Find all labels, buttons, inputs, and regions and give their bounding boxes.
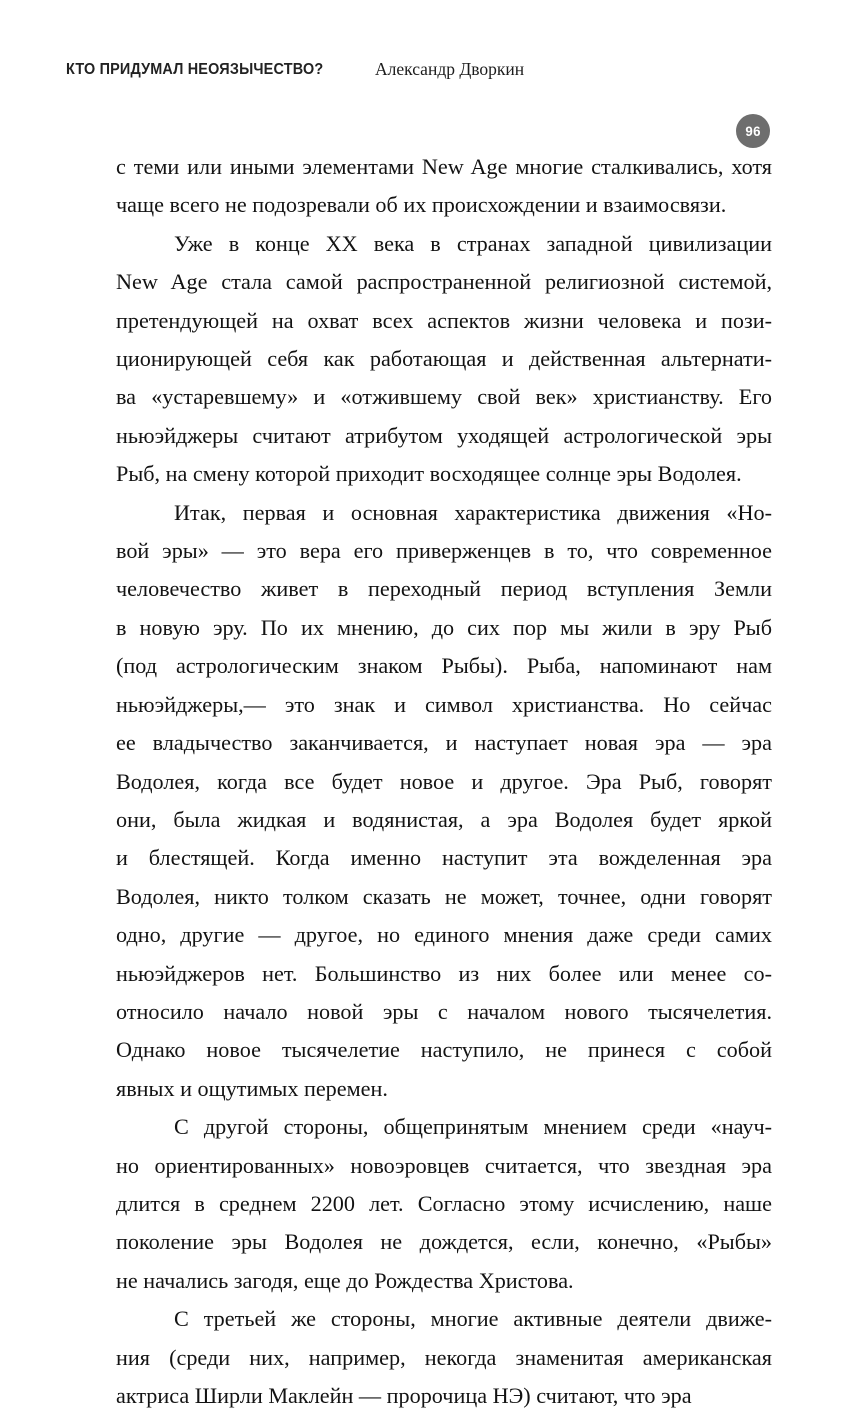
text-line: и блестящей. Когда именно наступит эта вожделенная эра: [116, 845, 772, 871]
text-line: ния (среди них, например, некогда знаменитая американская: [116, 1344, 772, 1370]
text-line: Однако новое тысячелетие наступило, не принеся с собой: [116, 1037, 772, 1063]
text-line: претендующей на охват всех аспектов жизни человека и пози-: [116, 307, 772, 333]
paragraph: [116, 1300, 772, 1415]
text-line: они, была жидкая и водянистая, а эра Водолея будет яркой: [116, 806, 772, 832]
text-line: длится в среднем 2200 лет. Согласно этому исчислению, наше: [116, 1190, 772, 1216]
text-line: актриса Ширли Маклейн — пророчица НЭ) считают, что эра: [116, 1383, 692, 1408]
text-line: вой эры» — это вера его приверженцев в то, что современное: [116, 538, 772, 564]
text-line: ньюэйджеров нет. Большинство из них более или менее со-: [116, 960, 772, 986]
text-line: New Age стала самой распространенной религиозной системой,: [116, 269, 772, 295]
text-line: ньюэйджеры считают атрибутом уходящей астрологической эры: [116, 422, 772, 448]
running-head: [0, 56, 856, 139]
text-line: ньюэйджеры,— это знак и символ христианства. Но сейчас: [116, 691, 772, 717]
text-line: одно, другие — другое, но единого мнения даже среди самих: [116, 922, 772, 948]
text-line: Водолея, никто толком сказать не может, точнее, одни говорят: [116, 883, 772, 909]
text-line: человечество живет в переходный период вступления Земли: [116, 576, 772, 602]
text-line: но ориентированных» новоэровцев считается, что звездная эра: [116, 1152, 772, 1178]
text-line: С другой стороны, общепринятым мнением среди «науч-: [174, 1114, 772, 1140]
text-line: ва «устаревшему» и «отжившему свой век» христианству. Его: [116, 384, 772, 410]
running-head-section-title: КТО ПРИДУМАЛ НЕОЯЗЫЧЕСТВО?: [66, 61, 324, 78]
running-head-author: Александр Дворкин: [375, 59, 525, 79]
page-number-badge: [736, 114, 770, 148]
text-line: поколение эры Водолея не дождется, если, конечно, «Рыбы»: [116, 1229, 772, 1255]
paragraph: [116, 225, 772, 494]
text-line: Уже в конце XX века в странах западной цивилизации: [174, 230, 772, 256]
text-line: в новую эру. По их мнению, до сих пор мы жили в эру Рыб: [116, 614, 772, 640]
text-line: ее владычество заканчивается, и наступает новая эра — эра: [116, 730, 772, 756]
text-line: явных и ощутимых перемен.: [116, 1075, 388, 1101]
text-line: чаще всего не подозревали об их происхождении и взаимосвязи.: [116, 192, 727, 218]
text-line: с теми или иными элементами New Age многие сталкивались, хотя: [116, 154, 772, 179]
page-number-label: 96: [745, 123, 761, 139]
text-line: относило начало новой эры с началом нового тысячелетия.: [116, 998, 772, 1024]
text-line: Рыб, на смену которой приходит восходящее солнце эры Водолея.: [116, 461, 742, 487]
body-text: [116, 148, 772, 1415]
text-line: С третьей же стороны, многие активные деятели движе-: [174, 1306, 772, 1332]
paragraph: [116, 148, 772, 225]
text-line: ционирующей себя как работающая и действенная альтернати-: [116, 346, 772, 372]
text-line: Итак, первая и основная характеристика движения «Но-: [174, 499, 772, 525]
text-line: не начались загодя, еще до Рождества Христова.: [116, 1267, 574, 1293]
paragraph: [116, 494, 772, 1109]
text-line: (под астрологическим знаком Рыбы). Рыба, напоминают нам: [116, 653, 772, 679]
text-line: Водолея, когда все будет новое и другое. Эра Рыб, говорят: [116, 768, 772, 794]
paragraph: [116, 1108, 772, 1300]
